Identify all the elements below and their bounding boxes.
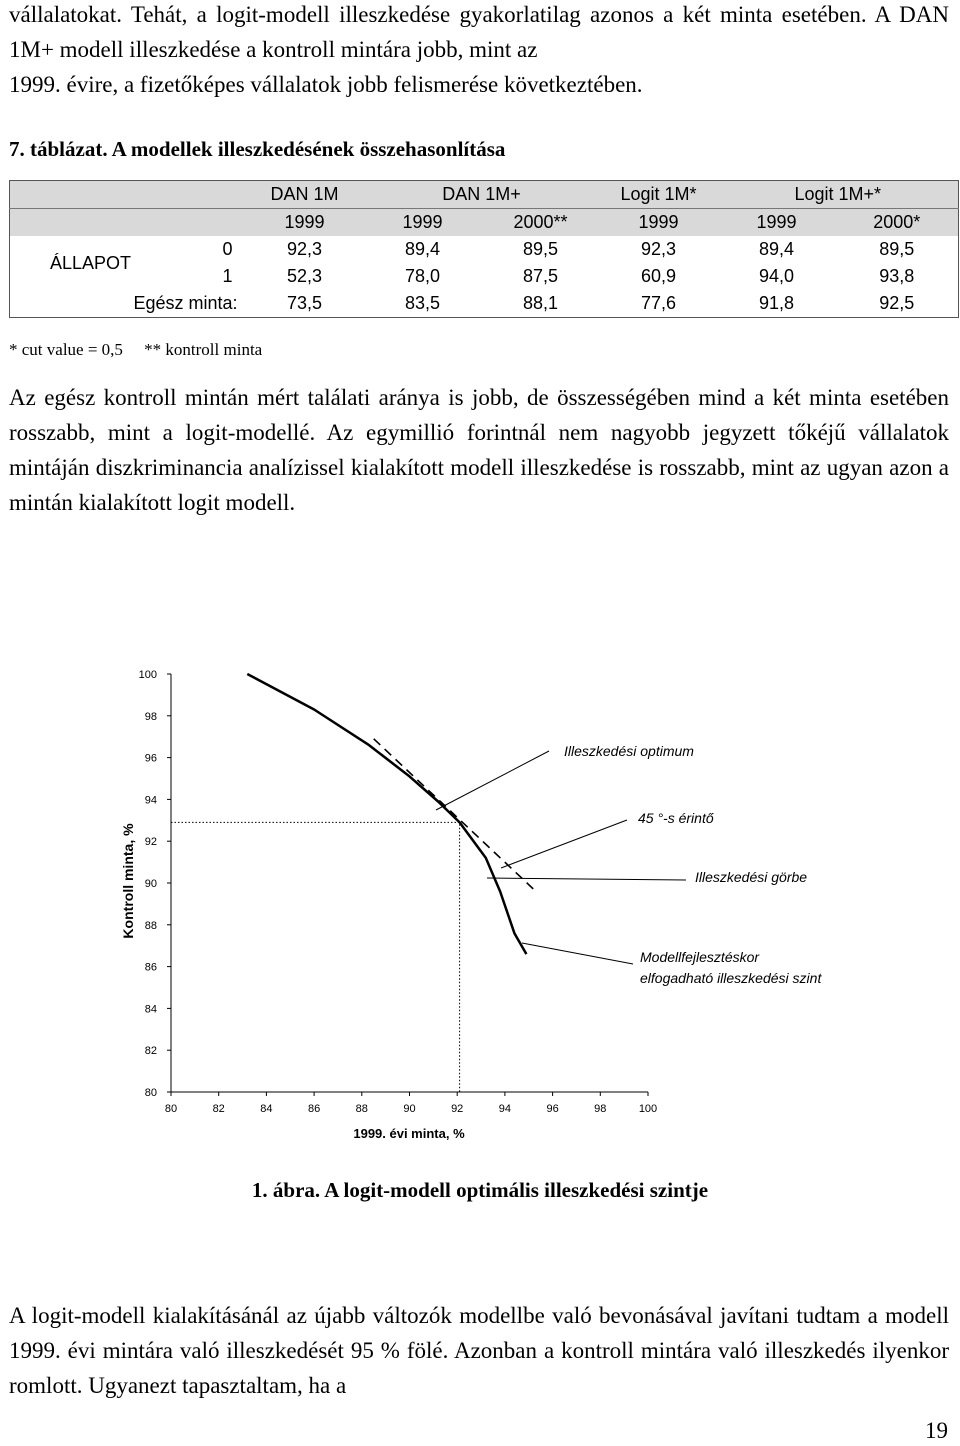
x-tick-label: 100 bbox=[638, 1103, 658, 1115]
paragraph-middle bbox=[9, 380, 949, 520]
figure-caption: 1. ábra. A logit-modell optimális illeszkedési szintje bbox=[251, 1178, 709, 1202]
y-tick-label: 100 bbox=[138, 669, 157, 681]
x-tick-label: 94 bbox=[498, 1103, 512, 1115]
year-header: 1999 bbox=[364, 209, 482, 237]
y-tick-label: 92 bbox=[144, 836, 157, 849]
table-cell: 52,3 bbox=[286, 266, 323, 286]
series-group bbox=[171, 674, 536, 1092]
table-cell: 77,6 bbox=[640, 293, 677, 313]
x-axis-label: 1999. évi minta, % bbox=[353, 1126, 465, 1141]
row-key: 1 bbox=[222, 266, 233, 286]
table-cell: 87,5 bbox=[522, 266, 559, 286]
annotation-level-2: elfogadható illeszkedési szint bbox=[640, 970, 822, 986]
table-cell: 89,4 bbox=[404, 239, 441, 259]
paragraph-top bbox=[9, 0, 949, 102]
row-key: 0 bbox=[222, 239, 233, 259]
year-header: 2000* bbox=[836, 209, 959, 237]
x-tick-label: 84 bbox=[260, 1103, 273, 1115]
table-cell: 92,3 bbox=[286, 239, 323, 259]
y-tick-label: 80 bbox=[144, 1087, 157, 1099]
results-table-grid bbox=[9, 180, 959, 318]
table-cell: 83,5 bbox=[404, 293, 441, 313]
paragraph-middle-text: Az egész kontroll mintán mért találati aránya is jobb, de összességében mind a két minta esetében rosszabb, mint a logit-modellé. Az egymillió forintnál nem nagyobb jegyzett tőkéjű vállalatok mintáján diszkriminancia analízissel kialakított modell illeszkedése is rosszabb, mint az ugyan azon a mintán kialakított logit modell. bbox=[9, 385, 949, 515]
table-cell: 88,1 bbox=[522, 293, 559, 313]
y-axis-label: Kontroll minta, % bbox=[120, 823, 136, 939]
table-cell: 94,0 bbox=[758, 266, 795, 286]
table-caption: 7. táblázat. A modellek illeszkedésének összehasonlítása bbox=[9, 137, 506, 161]
year-header: 1999 bbox=[718, 209, 836, 237]
fit-chart bbox=[0, 660, 960, 1150]
table-cell: 89,5 bbox=[522, 239, 559, 259]
year-header-row bbox=[10, 209, 959, 237]
paragraph-top-text: vállalatokat. Tehát, a logit-modell illeszkedése gyakorlatilag azonos a két minta esetében. A DAN 1M+ modell illeszkedése a kontroll mintára jobb, mint az bbox=[9, 2, 949, 62]
table-cell: 60,9 bbox=[640, 266, 677, 286]
annotation-curve: Illeszkedési görbe bbox=[695, 869, 808, 885]
table-cell: 92,5 bbox=[879, 293, 915, 313]
table-cell: 89,4 bbox=[758, 239, 795, 259]
model-header-row bbox=[10, 181, 959, 209]
x-tick-label: 92 bbox=[451, 1103, 464, 1115]
model-header: DAN 1M bbox=[270, 184, 339, 204]
table-cell: 91,8 bbox=[758, 293, 795, 313]
leader-optimum bbox=[436, 751, 549, 810]
fit-curve-line bbox=[247, 674, 526, 954]
model-header: Logit 1M* bbox=[620, 184, 697, 204]
y-tick-label: 98 bbox=[144, 710, 157, 723]
x-tick-label: 88 bbox=[355, 1103, 368, 1115]
allapot-label: ÁLLAPOT bbox=[50, 252, 132, 273]
x-tick-label: 80 bbox=[164, 1103, 178, 1115]
x-tick-label: 86 bbox=[307, 1103, 321, 1115]
x-tick-label: 82 bbox=[212, 1103, 225, 1115]
table-cell: 89,5 bbox=[879, 239, 915, 259]
paragraph-top-last-line: 1999. évire, a fizetőképes vállalatok jobb felismerése következtében. bbox=[9, 72, 643, 97]
y-tick-label: 86 bbox=[144, 961, 157, 974]
results-table bbox=[9, 180, 958, 318]
leader-level bbox=[522, 943, 633, 964]
page-number: 19 bbox=[925, 1418, 948, 1443]
year-header: 2000** bbox=[482, 209, 600, 237]
y-tick-label: 82 bbox=[144, 1045, 157, 1058]
annotation-tangent: 45 °-s érintő bbox=[638, 810, 714, 826]
acceptable-level-line bbox=[171, 822, 460, 1092]
paragraph-bottom bbox=[9, 1298, 949, 1403]
annotation-optimum: Illeszkedési optimum bbox=[564, 743, 694, 759]
total-row bbox=[10, 290, 959, 318]
year-header: 1999 bbox=[600, 209, 718, 237]
annotation-level-1: Modellfejlesztéskor bbox=[640, 949, 760, 965]
model-header: Logit 1M+* bbox=[794, 184, 882, 204]
model-header: DAN 1M+ bbox=[442, 184, 521, 204]
y-tick-label: 88 bbox=[144, 919, 157, 932]
year-corner bbox=[10, 209, 246, 237]
table-cell: 78,0 bbox=[404, 266, 441, 286]
table-row bbox=[10, 236, 959, 263]
y-tick-label: 84 bbox=[144, 1003, 157, 1016]
leader-tangent bbox=[501, 820, 627, 868]
table-cell: 92,3 bbox=[640, 239, 677, 259]
x-tick-label: 96 bbox=[546, 1103, 559, 1115]
total-label: Egész minta: bbox=[133, 293, 238, 313]
x-tick-label: 98 bbox=[594, 1103, 607, 1115]
y-tick-label: 90 bbox=[144, 878, 157, 890]
tangent-line bbox=[374, 739, 536, 892]
table-footnote: * cut value = 0,5 ** kontroll minta bbox=[9, 340, 263, 359]
y-tick-label: 96 bbox=[144, 752, 157, 765]
tick-group bbox=[139, 669, 658, 1115]
year-header: 1999 bbox=[246, 209, 364, 237]
table-cell: 73,5 bbox=[286, 293, 323, 313]
y-tick-label: 94 bbox=[144, 794, 157, 807]
x-tick-label: 90 bbox=[403, 1103, 416, 1115]
table-cell: 93,8 bbox=[879, 266, 915, 286]
leader-curve bbox=[487, 878, 686, 880]
paragraph-bottom-text: A logit-modell kialakításánál az újabb változók modellbe való bevonásával javítani tudtam a modell 1999. évi mintára való illeszkedését 95 % fölé. Azonban a kontroll mintára való illeszkedés ilyenkor romlott. Ugyanezt tapasztaltam, ha a bbox=[9, 1303, 949, 1398]
header-corner bbox=[10, 181, 246, 209]
